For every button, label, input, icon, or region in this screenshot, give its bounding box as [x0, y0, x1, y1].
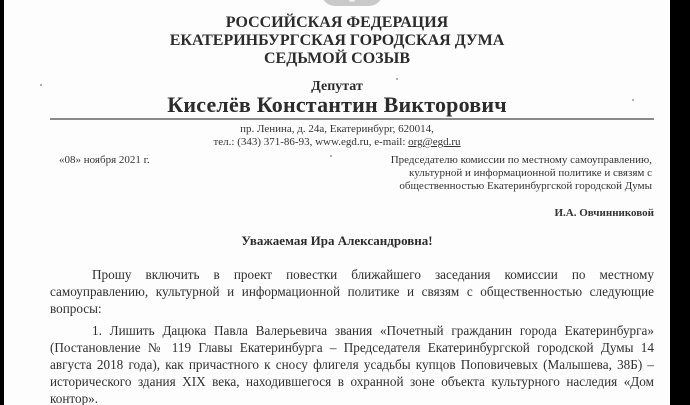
sender-address: пр. Ленина, д. 24а, Екатеринбург, 620014, — [240, 123, 434, 135]
addressee-position: Председателю комиссии по местному самоуправлению, культурной и информационной политике и связям с общественностью Екатеринбургской городской Думы — [390, 154, 652, 192]
header-organization: ЕКАТЕРИНБУРГСКАЯ ГОРОДСКАЯ ДУМА — [169, 32, 505, 49]
body-paragraph-1-text: Прошу включить в проект повестки ближайшего заседания комиссии по местному самоуправлению, культурной и информационной политике и связям с общественностью следующие вопросы: — [50, 267, 654, 316]
scan-speck — [632, 99, 634, 101]
letter-page — [4, 0, 670, 405]
sender-title: Депутат — [311, 79, 363, 94]
sender-contacts-text: тел.: (343) 371-86-93, www.egd.ru, e-mail: — [213, 136, 409, 148]
body-item-1-text: 1. Лишить Дацюка Павла Валерьевича звания «Почетный гражданин города Екатеринбурга» (Постановление № 119 Главы Екатеринбурга – Председателя Екатеринбургской городской Думы 14 августа 2018 года), как причастного к сносу флигеля усадьбы купцов Поповичевых (Малышева, 38Б) – исторического здания XIX века, находившегося в охранной зоне объекта культурного наследия «Дом контор». — [50, 323, 654, 405]
salutation: Уважаемая Ира Александровна! — [241, 233, 433, 248]
sender-name: Киселёв Константин Викторович — [167, 92, 507, 117]
scan-speck — [40, 84, 42, 86]
body-item-1 — [50, 322, 654, 405]
body-paragraph-1 — [50, 266, 654, 317]
sender-email-link[interactable]: org@egd.ru — [408, 136, 461, 148]
addressee-name: И.А. Овчинниковой — [554, 207, 654, 219]
coat-of-arms-icon — [321, 0, 383, 6]
sender-contacts — [4, 136, 670, 148]
letter-date: «08» ноября 2021 г. — [59, 154, 150, 166]
scan-speck — [330, 155, 332, 157]
header-country: РОССИЙСКАЯ ФЕДЕРАЦИЯ — [225, 14, 449, 31]
scan-speck — [396, 78, 398, 80]
header-convocation: СЕДЬМОЙ СОЗЫВ — [264, 50, 410, 67]
header-divider — [50, 118, 654, 120]
